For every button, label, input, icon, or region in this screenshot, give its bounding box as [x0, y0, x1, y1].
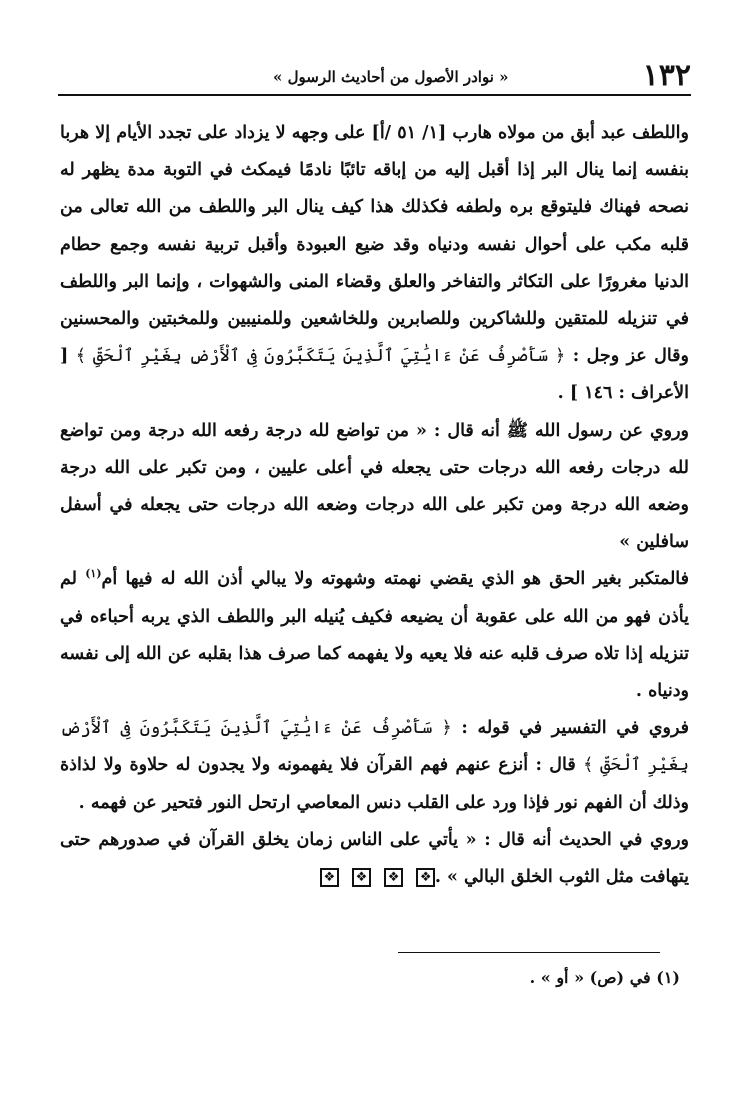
text-line: يظهر له نصحه فهناك فليتوقع بره ولطفه فكذلك هذا كيف ينال البر واللطف من الله — [60, 160, 689, 218]
text-line: وإنما البر واللطف في تنزيله للمتقين وللشاكرين وللصابرين وللخاشعين وللمنيبين — [60, 271, 689, 330]
text-line: فالمتكبر بغير الحق هو الذي يقضي نهمته وشهوته ولا يبالي أذن الله له فيها أم — [101, 569, 689, 590]
text-line: تعالى من قلبه مكب على أحوال نفسه ودنياه وقد ضيع العبودة وأقبل تربية نفسه — [60, 197, 689, 255]
text-line: نفسه ودنياه . — [60, 643, 689, 702]
verse-reference: [ الأعراف : ١٤٦ ] . — [60, 346, 689, 404]
text-line: واللطف عبد أبق من مولاه هارب [١/ ٥١ /أ] على وجهه لا يزداد على تجدد الأيام — [116, 123, 689, 143]
text-line: وروي عن رسول الله ﷺ أنه قال : « من تواضع لله درجة رفعه الله درجة ومن — [109, 420, 689, 441]
text-line: لم — [60, 569, 86, 590]
footnote-text: في (ص) « أو » . — [529, 968, 651, 987]
text-line: إلا هربا بنفسه إنما ينال البر إذا أقبل إليه من إباقه تائبًا نادمًا فيمكث في التوبة مدة — [60, 123, 689, 181]
text-line: الفهم نور فإذا ورد على القلب دنس المعاصي ارتحل النور فتحير عن فهمه . — [78, 792, 623, 813]
section-divider — [0, 866, 755, 887]
text-line: تنزيله إذا تلاه صرف قلبه عنه فلا يعيه ولا يفهمه كما صرف هذا بقلبه عن الله إلى — [105, 643, 689, 664]
text-line: يجعله في أسفل سافلين » — [60, 495, 689, 553]
paragraph-2 — [60, 413, 689, 562]
footnote — [530, 968, 680, 987]
text-line: الله درجة وضعه الله درجة ومن تكبر على الله درجات وضعه الله درجات حتى — [60, 457, 690, 516]
quran-verse: ﴿ سَأَصْرِفُ عَنْ ءَايَٰتِيَ ٱلَّذِينَ يَتَكَبَّرُونَ فِى ٱلْأَرْضِ بِغَيْرِ ٱلْحَقِّ ﴾ — [75, 346, 566, 367]
ornament-icon: ❖ — [384, 868, 403, 887]
footnote-number: (١) — [656, 968, 680, 987]
quran-verse: ﴿ سَأَصْرِفُ عَنْ ءَايَٰتِيَ ٱلَّذِينَ يَتَكَبَّرُونَ فِى ٱلْأَرْضِ بِغَيْرِ ٱلْحَقِّ ﴾ — [60, 718, 689, 776]
text-line: وللمخبتين والمحسنين وقال عز وجل : — [60, 309, 689, 367]
ornament-icon: ❖ — [320, 868, 339, 887]
text-line: حتى يتهافت مثل الثوب الخلق البالي » . — [60, 829, 689, 888]
text-line: قال : أنزع عنهم فهم القرآن فلا يفهمونه ولا يجدون له حلاوة ولا لذاذة وذلك أن — [60, 755, 689, 813]
paragraph-3 — [60, 561, 689, 710]
header-rule — [58, 94, 691, 96]
page-header — [58, 58, 691, 94]
page-number: ١٣٢ — [642, 58, 691, 93]
running-title: « نوادر الأصول من أحاديث الرسول » — [273, 68, 509, 86]
text-line: تواضع لله درجات رفعه الله درجات حتى يجعله في أعلى عليين ، ومن تكبر على — [60, 420, 689, 478]
text-line: فروي في التفسير في قوله : — [451, 718, 689, 739]
text-line: وروي في الحديث أنه قال : « يأتي على الناس زمان يخلق القرآن في صدورهم — [98, 829, 690, 850]
footnote-rule — [398, 952, 660, 953]
paragraph-1 — [60, 115, 689, 413]
ornament-icon: ❖ — [416, 868, 435, 887]
main-text — [60, 115, 689, 896]
text-line: وجمع حطام الدنيا مغرورًا على التكاثر والتفاخر والعلق وقضاء المنى والشهوات ، — [60, 234, 690, 292]
text-line: يأذن فهو من الله على عقوبة أن يضيعه فكيف يُنيله البر واللطف الذي يربه أحباءه في — [60, 606, 689, 627]
ornament-icon: ❖ — [352, 868, 371, 887]
footnote-reference[interactable]: (١) — [85, 567, 102, 581]
paragraph-4 — [60, 710, 689, 822]
